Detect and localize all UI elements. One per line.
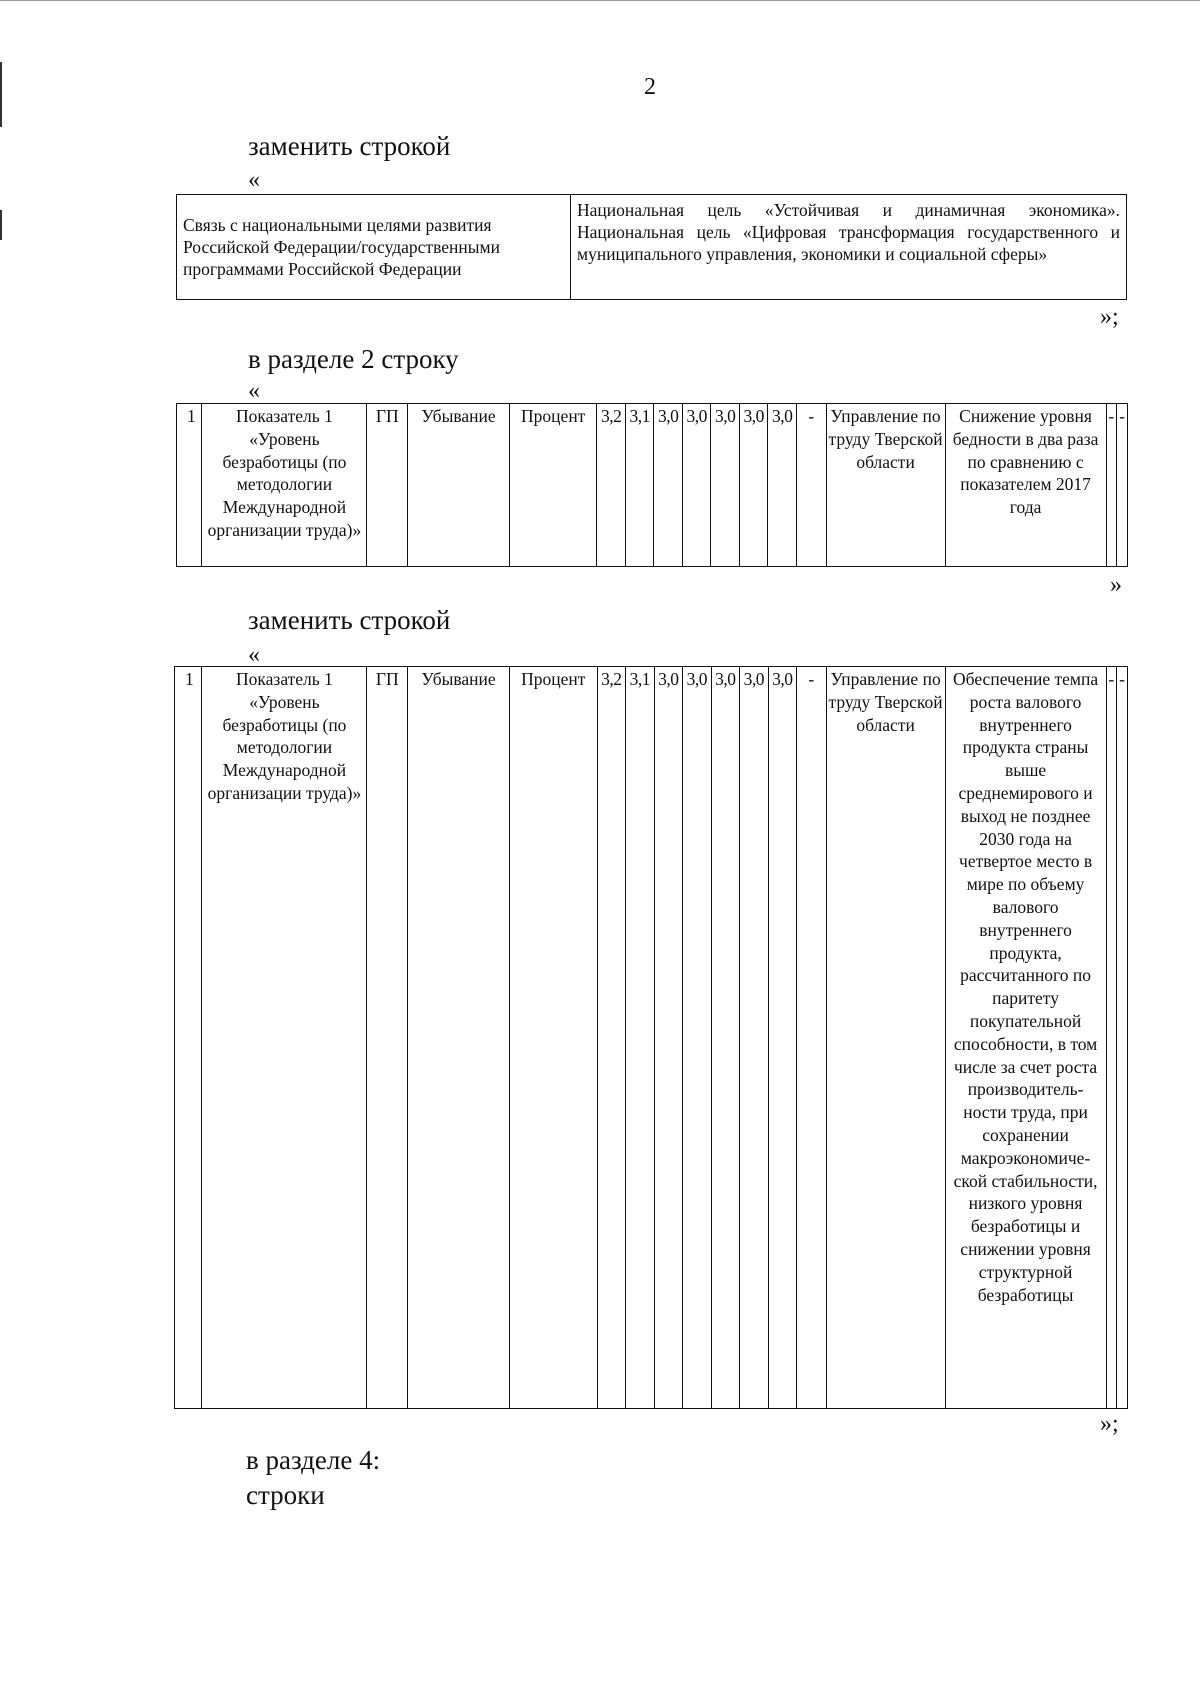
indicator-value: 3,0 bbox=[711, 404, 740, 567]
close-quote: »; bbox=[1100, 1411, 1119, 1437]
indicator-value: 3,0 bbox=[739, 404, 768, 567]
heading-replace-row: заменить строкой bbox=[248, 605, 451, 635]
heading-section2-row: в разделе 2 строку bbox=[248, 344, 459, 374]
row-number: 1 bbox=[175, 667, 202, 1409]
heading-rows: строки bbox=[246, 1480, 325, 1510]
scan-edge-line bbox=[0, 210, 2, 240]
indicator-value: 3,0 bbox=[654, 667, 683, 1409]
open-quote: « bbox=[248, 378, 260, 404]
indicator-value: 3,0 bbox=[768, 667, 797, 1409]
indicator-table-old bbox=[176, 403, 1128, 567]
heading-replace-row: заменить строкой bbox=[248, 131, 451, 161]
indicator-value: 3,0 bbox=[682, 404, 711, 567]
table-row bbox=[175, 667, 1128, 1409]
indicator-level: ГП bbox=[367, 404, 408, 567]
table-row bbox=[177, 404, 1128, 567]
indicator-direction: Убывание bbox=[408, 404, 510, 567]
national-goals-value: Национальная цель «Устойчивая и динамичная экономика». Национальная цель «Цифровая трансформация государственного и муниципального управления, экономики и социальной сферы» bbox=[571, 195, 1127, 300]
indicator-name: Показатель 1 «Уровень безработицы (по методологии Международной организации труда)» bbox=[202, 667, 367, 1409]
indicator-extra: - bbox=[1116, 667, 1127, 1409]
indicator-goal: Обеспечение темпа роста валового внутреннего продукта страны выше среднемирового и выход не позднее 2030 года на четвертое место в мире по объему валового внутреннего продукта, рассчитанного по паритету покупательной способности, в том числе за счет роста производитель-ности труда, при сохранении макроэкономиче-ской стабильности, низкого уровня безработицы и снижении уровня структурной безработицы bbox=[945, 667, 1106, 1409]
national-goals-label: Связь с национальными целями развития Российской Федерации/государственными программами Российской Федерации bbox=[177, 195, 571, 300]
indicator-name: Показатель 1 «Уровень безработицы (по методологии Международной организации труда)» bbox=[202, 404, 367, 567]
indicator-value: 3,2 bbox=[597, 667, 626, 1409]
page-number: 2 bbox=[644, 74, 656, 100]
close-quote: »; bbox=[1100, 304, 1119, 330]
indicator-value: 3,0 bbox=[654, 404, 683, 567]
open-quote: « bbox=[248, 642, 260, 668]
indicator-value: 3,1 bbox=[626, 667, 655, 1409]
heading-section4: в разделе 4: bbox=[246, 1445, 381, 1475]
indicator-value: 3,1 bbox=[625, 404, 654, 567]
close-quote: » bbox=[1110, 572, 1122, 598]
indicator-value: 3,0 bbox=[711, 667, 740, 1409]
indicator-value: 3,0 bbox=[740, 667, 769, 1409]
indicator-extra: - bbox=[1116, 404, 1127, 567]
indicator-unit: Процент bbox=[509, 404, 597, 567]
indicator-unit: Процент bbox=[509, 667, 597, 1409]
indicator-dash: - bbox=[796, 404, 826, 567]
indicator-responsible: Управление по труду Тверской области bbox=[826, 404, 945, 567]
indicator-direction: Убывание bbox=[408, 667, 510, 1409]
indicator-value: 3,2 bbox=[597, 404, 626, 567]
indicator-table-new bbox=[174, 666, 1128, 1409]
indicator-level: ГП bbox=[367, 667, 408, 1409]
row-number: 1 bbox=[177, 404, 202, 567]
indicator-responsible: Управление по труду Тверской области bbox=[826, 667, 945, 1409]
indicator-goal: Снижение уровня бедности в два раза по сравнению с показателем 2017 года bbox=[945, 404, 1106, 567]
indicator-value: 3,0 bbox=[683, 667, 712, 1409]
indicator-extra: - bbox=[1106, 667, 1116, 1409]
open-quote: « bbox=[248, 167, 260, 193]
indicator-extra: - bbox=[1106, 404, 1116, 567]
indicator-dash: - bbox=[797, 667, 827, 1409]
national-goals-table bbox=[176, 194, 1127, 300]
indicator-value: 3,0 bbox=[768, 404, 797, 567]
scan-top-line bbox=[0, 0, 1200, 1]
